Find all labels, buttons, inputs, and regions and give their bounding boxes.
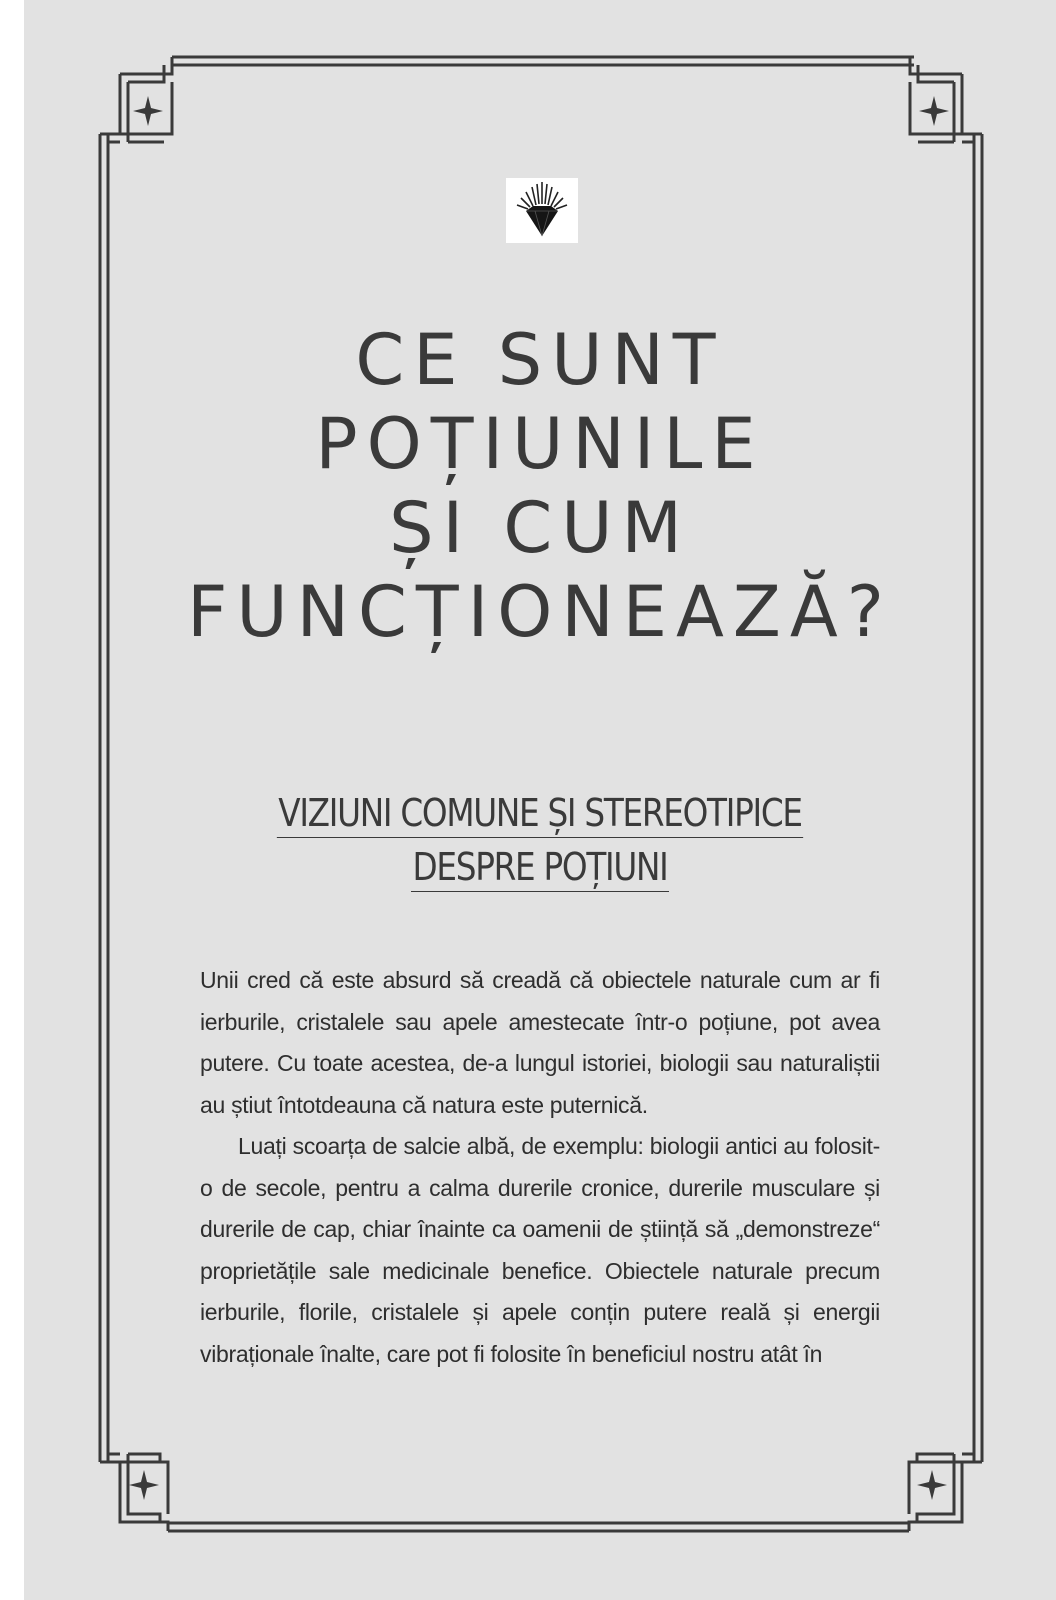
corner-star-icon: [133, 96, 163, 126]
paragraph: Luați scoarța de salcie albă, de exemplu: biologii antici au folosit-o de secole, pentru a calma durerile cronice, durerile musculare și durerile de cap, chiar înainte ca oamenii de știință să „demonstreze“ proprietățile sale medicinale benefice. Obiectele naturale precum ierburile, florile, cristalele și apele conțin putere reală și energii vibraționale înalte, care pot fi folosite în beneficiul nostru atât în: [200, 1133, 880, 1367]
crystal-burst-icon: [506, 178, 578, 243]
section-heading-line: VIZIUNI COMUNE ȘI STEREOTIPICE: [277, 789, 804, 838]
body-text: [200, 960, 880, 1375]
corner-star-icon: [129, 1470, 159, 1500]
paragraph: Unii cred că este absurd să creadă că obiectele naturale cum ar fi ierburile, cristalele sau apele amestecate într-o poțiune, pot avea putere. Cu toate acestea, de-a lungul istoriei, biologii sau naturaliștii au știut întotdeauna că natura este puternică.: [200, 967, 880, 1118]
title-line: FUNCȚIONEAZĂ?: [187, 571, 893, 653]
corner-star-icon: [917, 1470, 947, 1500]
title-line: CE SUNT: [355, 319, 725, 401]
title-line: ȘI CUM: [389, 487, 691, 569]
title-line: POȚIUNILE: [315, 403, 765, 485]
corner-star-icon: [919, 96, 949, 126]
section-heading-line: DESPRE POȚIUNI: [411, 843, 669, 892]
chapter-title: [144, 318, 936, 654]
section-heading: [234, 786, 846, 894]
book-page: [24, 0, 1056, 1600]
